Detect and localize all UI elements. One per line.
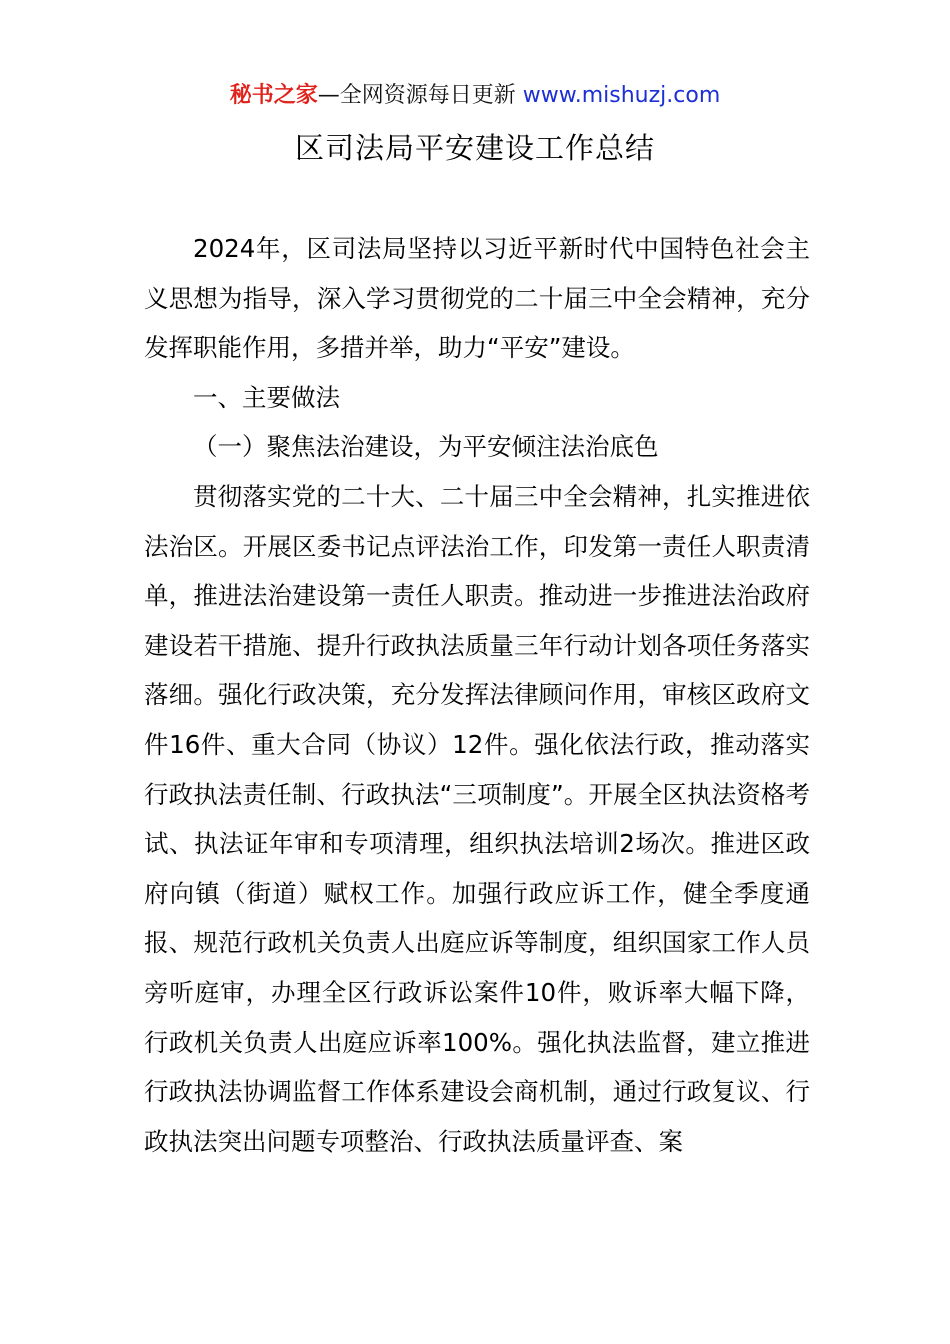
header-tagline: —全网资源每日更新	[317, 83, 523, 108]
subsection-body-paragraph: 贯彻落实党的二十大、二十届三中全会精神，扎实推进依法治区。开展区委书记点评法治工作，印发第一责任人职责清单，推进法治建设第一责任人职责。推动进一步推进法治政府建设若干措施、提升行政执法质量三年行动计划各项任务落实落细。强化行政决策，充分发挥法律顾问作用，审核区政府文件16件、重大合同（协议）12件。强化依法行政，推动落实行政执法责任制、行政执法“三项制度”。开展全区执法资格考试、执法证年审和专项清理，组织执法培训2场次。推进区政府向镇（街道）赋权工作。加强行政应诉工作，健全季度通报、规范行政机关负责人出庭应诉等制度，组织国家工作人员旁听庭审，办理全区行政诉讼案件10件，败诉率大幅下降，行政机关负责人出庭应诉率100%。强化执法监督，建立推进行政执法协调监督工作体系建设会商机制，通过行政复议、行政执法突出问题专项整治、行政执法质量评查、案	[144, 481, 810, 1156]
subsection-heading: （一）聚焦法治建设，为平安倾注法治底色	[193, 432, 659, 462]
brand-name: 秘书之家	[229, 83, 318, 108]
intro-paragraph: 2024年，区司法局坚持以习近平新时代中国特色社会主义思想为指导，深入学习贯彻党的二十届三中全会精神，充分发挥职能作用，多措并举，助力“平安”建设。	[144, 234, 810, 363]
section-heading: 一、主要做法	[193, 382, 340, 412]
site-header	[0, 80, 950, 112]
document-title: 区司法局平安建设工作总结	[294, 131, 655, 165]
site-url-link[interactable]: www.mishuzj.com	[522, 83, 721, 108]
document-body	[144, 224, 810, 1166]
